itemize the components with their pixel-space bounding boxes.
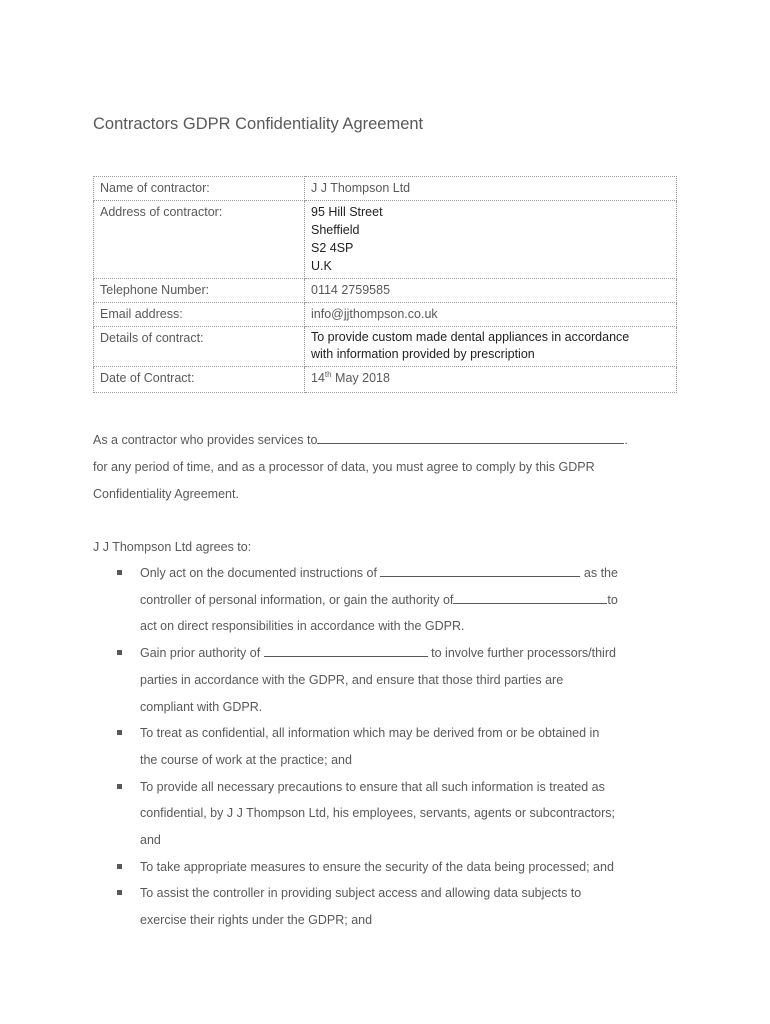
bullet-icon <box>117 864 122 869</box>
list-item <box>93 640 693 720</box>
address-line: U.K <box>311 259 332 273</box>
list-line: To take appropriate measures to ensure the security of the data being processed; and <box>140 859 614 874</box>
list-line: parties in accordance with the GDPR, and ensure that those third parties are <box>140 672 564 687</box>
details-value <box>305 327 677 367</box>
table-row <box>94 177 677 201</box>
details-label: Details of contract: <box>94 327 305 367</box>
name-value: J J Thompson Ltd <box>305 177 677 201</box>
list-item <box>93 774 693 854</box>
list-text: controller of personal information, or gain the authority of <box>140 592 454 607</box>
intro-period: . <box>624 433 628 447</box>
instructions-blank-field <box>380 563 580 577</box>
prior-authority-blank-field <box>264 643 428 657</box>
list-text: Only act on the documented instructions of <box>140 566 381 580</box>
list-line <box>140 587 693 614</box>
address-value <box>305 201 677 279</box>
list-line: To provide all necessary precautions to ensure that all such information is treated as <box>140 779 605 794</box>
table-row <box>94 303 677 327</box>
list-line <box>140 640 693 667</box>
list-line <box>140 560 693 587</box>
email-value: info@jjthompson.co.uk <box>305 303 677 327</box>
list-item <box>93 880 693 933</box>
list-text: as the <box>580 566 618 580</box>
list-line: To assist the controller in providing subject access and allowing data subjects to <box>140 886 582 901</box>
address-label: Address of contractor: <box>94 201 305 279</box>
bullet-icon <box>117 570 122 575</box>
phone-label: Telephone Number: <box>94 279 305 303</box>
intro-text: As a contractor who provides services to <box>93 433 318 447</box>
details-line: To provide custom made dental appliances in accordance <box>311 330 630 344</box>
list-text: Gain prior authority of <box>140 646 264 661</box>
details-line: with information provided by prescription <box>311 347 535 361</box>
list-text: to <box>607 592 618 607</box>
list-item <box>93 854 693 881</box>
list-item <box>93 560 693 640</box>
email-label: Email address: <box>94 303 305 327</box>
list-line: act on direct responsibilities in accordance with the GDPR. <box>140 619 465 634</box>
date-value <box>305 367 677 393</box>
intro-line-2: for any period of time, and as a processor of data, you must agree to comply by this GDPR <box>93 460 595 474</box>
address-line: S2 4SP <box>311 241 354 255</box>
list-line: compliant with GDPR. <box>140 699 263 714</box>
bullet-icon <box>117 650 122 655</box>
list-item <box>93 720 693 773</box>
table-row <box>94 367 677 393</box>
bullet-icon <box>117 890 122 895</box>
date-day: 14 <box>311 371 325 385</box>
list-line: and <box>140 833 161 848</box>
table-row <box>94 279 677 303</box>
obligations-list <box>93 560 693 934</box>
table-row <box>94 201 677 279</box>
list-line: exercise their rights under the GDPR; and <box>140 913 373 928</box>
list-text: to involve further processors/third <box>427 646 616 661</box>
address-line: Sheffield <box>311 223 360 237</box>
bullet-icon <box>117 784 122 789</box>
intro-line-1 <box>93 427 628 454</box>
date-rest: May 2018 <box>331 371 390 385</box>
address-line: 95 Hill Street <box>311 205 383 219</box>
date-suffix: th <box>324 369 332 379</box>
services-blank-field <box>317 430 624 444</box>
list-line: confidential, by J J Thompson Ltd, his employees, servants, agents or subcontractors; <box>140 806 616 821</box>
agrees-heading: J J Thompson Ltd agrees to: <box>93 540 252 554</box>
contractor-details-table <box>93 176 677 393</box>
phone-value: 0114 2759585 <box>305 279 677 303</box>
document-title: Contractors GDPR Confidentiality Agreement <box>93 115 424 133</box>
name-label: Name of contractor: <box>94 177 305 201</box>
bullet-icon <box>117 730 122 735</box>
intro-line-3: Confidentiality Agreement. <box>93 487 239 501</box>
list-line: To treat as confidential, all information which may be derived from or be obtained in <box>140 726 600 741</box>
table-row <box>94 327 677 367</box>
list-line: the course of work at the practice; and <box>140 752 352 767</box>
authority-blank-field <box>453 590 607 604</box>
date-label: Date of Contract: <box>94 367 305 393</box>
